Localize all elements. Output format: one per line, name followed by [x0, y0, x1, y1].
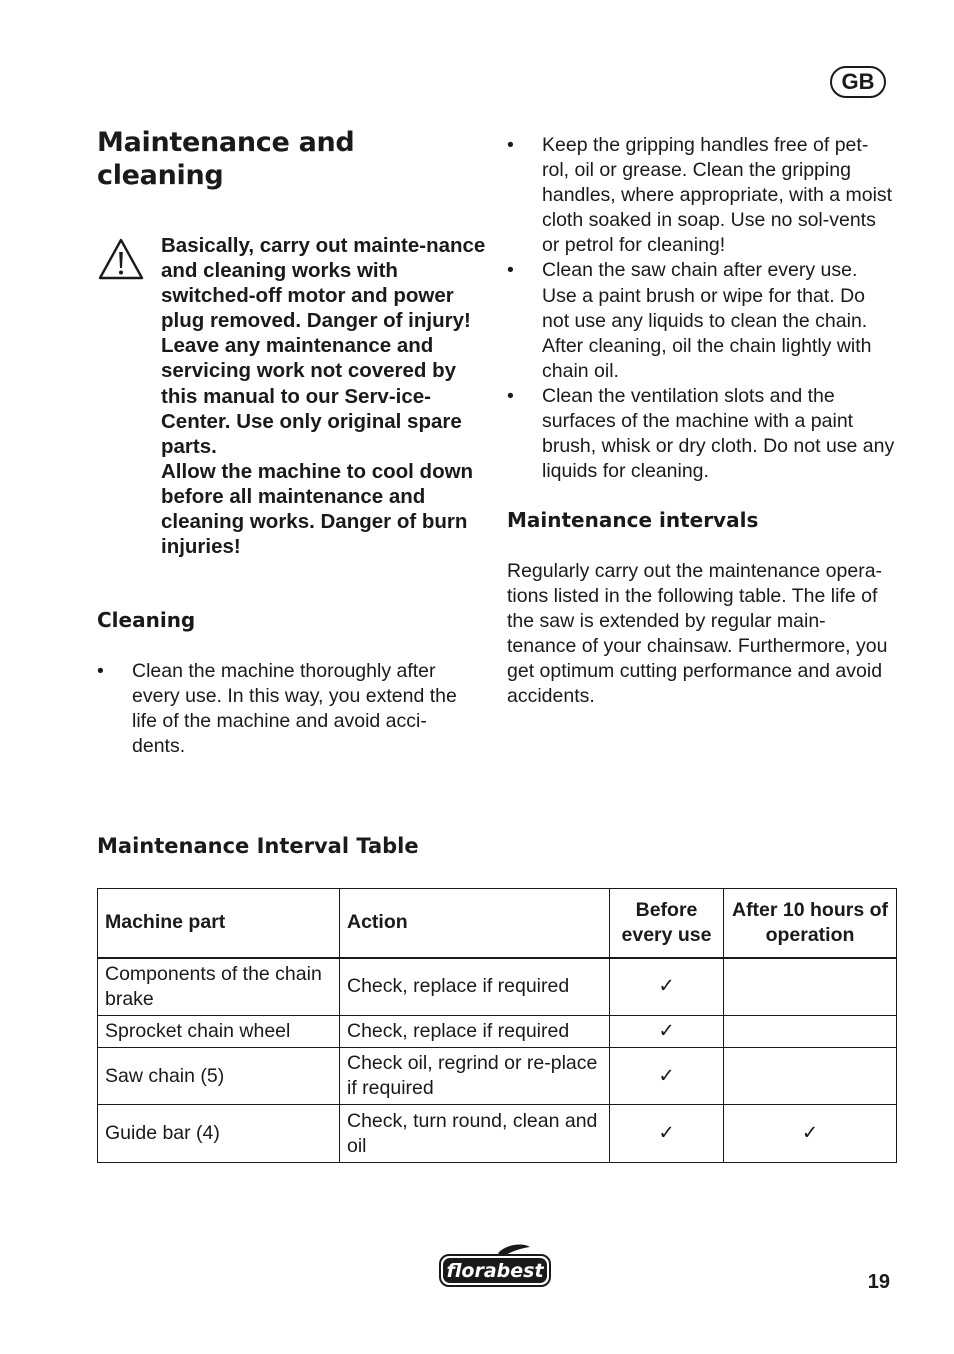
warning-paragraph: Allow the machine to cool down before all maintenance and cleaning works. Danger of burn injuries! [161, 459, 474, 559]
intervals-heading: Maintenance intervals [507, 508, 759, 532]
check-mark-icon: ✓ [610, 1048, 724, 1105]
bullet-icon: • [507, 134, 514, 156]
florabest-logo [438, 1243, 552, 1289]
bullet-icon: • [507, 259, 514, 282]
table-row [98, 958, 897, 1016]
table-row [98, 1105, 897, 1163]
after-hours-cell [724, 958, 897, 1016]
care-list [507, 133, 895, 484]
cleaning-heading: Cleaning [97, 608, 196, 632]
table-row [98, 1016, 897, 1048]
machine-part-cell: Sprocket chain wheel [98, 1016, 340, 1048]
machine-part-cell: Saw chain (5) [98, 1048, 340, 1105]
column-header: Action [340, 889, 610, 958]
language-badge: GB [830, 66, 886, 98]
bullet-icon: • [97, 660, 104, 682]
list-item: • Clean the machine thoroughly after every use. In this way, you extend the life of the machine and avoid acci-dents. [97, 660, 457, 758]
warning-paragraph: Basically, carry out mainte-nance and cleaning works with switched-off motor and power plug removed. Danger of injury! [161, 234, 486, 333]
bullet-icon: • [507, 384, 514, 407]
machine-part-cell: Guide bar (4) [98, 1105, 340, 1163]
machine-part-cell: Components of the chain brake [98, 958, 340, 1016]
list-item: • Clean the saw chain after every use. Use a paint brush or wipe for that. Do not use any liquids to clean the chain. After cleaning, oil the chain lightly with chain oil. [507, 259, 872, 382]
warning-paragraph: Leave any maintenance and servicing work not covered by this manual to our Serv-ice-Center. Use only original spare parts. [161, 334, 462, 458]
column-header: Machine part [98, 889, 340, 958]
action-cell: Check, replace if required [340, 958, 610, 1016]
action-cell: Check, turn round, clean and oil [340, 1105, 610, 1163]
after-hours-cell [724, 1016, 897, 1048]
list-item: • Keep the gripping handles free of pet-rol, oil or grease. Clean the gripping handles, where appropriate, with a moist cloth soaked in soap. Use no sol-vents or petrol for cleaning! [507, 134, 893, 257]
table-row [98, 1048, 897, 1105]
intervals-paragraph: Regularly carry out the maintenance opera-tions listed in the following table. The life of the saw is extended by regular main-tenance of your chainsaw. Furthermore, you get optimum cutting performance and avoid accidents. [507, 560, 888, 708]
table-header-row [98, 889, 897, 958]
table-title: Maintenance Interval Table [97, 834, 419, 858]
check-mark-icon: ✓ [610, 958, 724, 1016]
column-header: After 10 hours of operation [724, 889, 897, 958]
cleaning-list [97, 659, 477, 759]
column-header: Before every use [610, 889, 724, 958]
list-item: • Clean the ventilation slots and the surfaces of the machine with a paint brush, whisk or dry cloth. Do not use any liquids for cleaning. [507, 384, 895, 483]
check-mark-icon: ✓ [610, 1016, 724, 1048]
warning-triangle-icon [97, 237, 145, 281]
check-mark-icon: ✓ [724, 1105, 897, 1163]
action-cell: Check oil, regrind or re-place if required [340, 1048, 610, 1105]
page-title: Maintenance and cleaning [97, 127, 355, 191]
action-cell: Check, replace if required [340, 1016, 610, 1048]
svg-text:florabest: florabest [446, 1260, 544, 1282]
maintenance-interval-table [97, 888, 897, 1163]
check-mark-icon: ✓ [610, 1105, 724, 1163]
safety-warning [161, 233, 486, 559]
page-number: 19 [867, 1271, 890, 1293]
after-hours-cell [724, 1048, 897, 1105]
